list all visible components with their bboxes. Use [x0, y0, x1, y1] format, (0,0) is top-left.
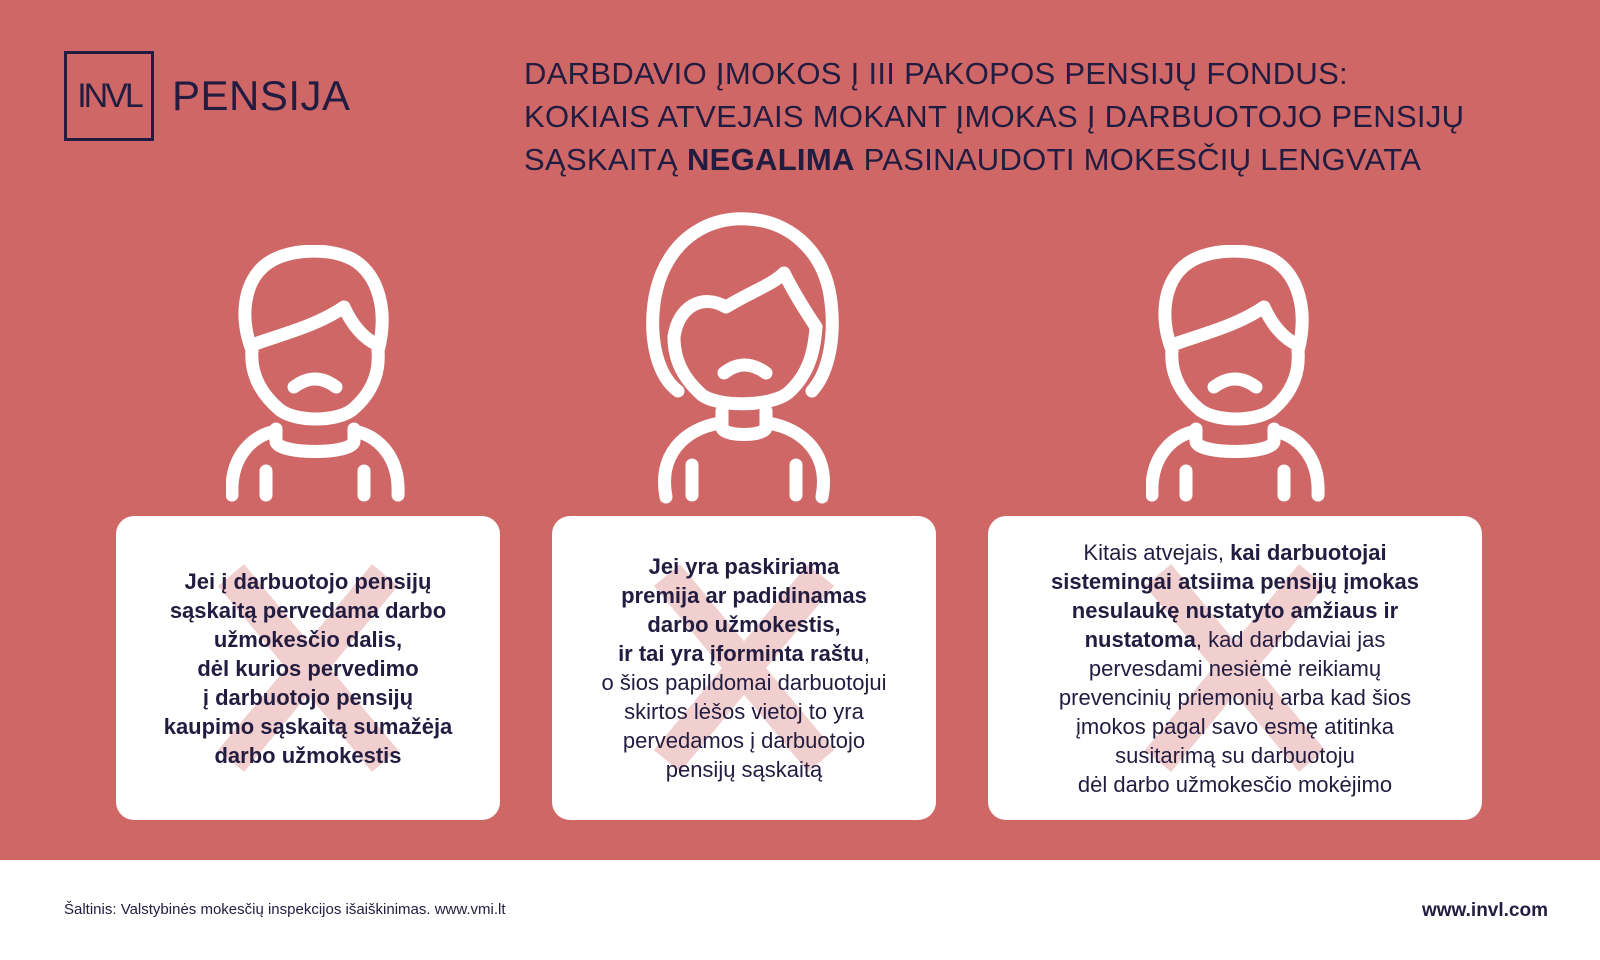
logo-mark-text: INVL [77, 76, 141, 115]
card-line: įmokos pagal savo esmę atitinka [1076, 713, 1394, 739]
title-emphasis: NEGALIMA [686, 142, 855, 177]
card-line-tail: , kad darbdaviai jas [1195, 626, 1386, 652]
card-line: Jei į darbuotojo pensijų [184, 568, 432, 594]
case-card-1-text [148, 567, 469, 770]
case-card-2-text [586, 552, 903, 784]
card-line: ir tai yra įforminta raštu [618, 641, 864, 666]
title-line-3 [524, 138, 1564, 181]
page-title [524, 52, 1564, 181]
card-line: darbo užmokestis, [647, 612, 841, 637]
case-card-2 [552, 516, 936, 820]
card-line: susitarimą su darbuotoju [1115, 742, 1355, 768]
card-line: pervedamos į darbuotojo [622, 728, 866, 753]
card-line: kai darbuotojai [1230, 539, 1387, 565]
card-line: premija ar padidinamas [621, 583, 867, 608]
case-card-1 [116, 516, 500, 820]
website-link[interactable]: www.invl.com [1422, 900, 1548, 921]
card-line: dėl darbo užmokesčio mokėjimo [1077, 771, 1393, 797]
title-line-2: KOKIAIS ATVEJAIS MOKANT ĮMOKAS Į DARBUOTOJO PENSIJŲ [524, 99, 1465, 134]
card-line: į darbuotojo pensijų [202, 684, 414, 710]
title-line-3-pre: SĄSKAITĄ [524, 142, 687, 177]
invl-logo-mark [64, 51, 154, 141]
invl-pensija-logo [64, 51, 351, 141]
woman-icon [644, 211, 844, 511]
man-icon [226, 245, 406, 515]
card-line: pensijų sąskaitą [665, 757, 823, 782]
card-line: pervesdami nesiėmė reikiamų [1088, 655, 1382, 681]
card-line: nustatoma [1084, 626, 1196, 652]
logo-text: PENSIJA [172, 72, 351, 119]
card-line-lead: Kitais atvejais, [1083, 539, 1231, 565]
card-line: skirtos lėšos vietoj to yra [624, 699, 864, 724]
card-line: užmokesčio dalis, [213, 626, 403, 652]
case-card-3-text [1035, 538, 1435, 799]
card-line: o šios papildomai darbuotojui [601, 670, 887, 695]
man-icon [1146, 245, 1326, 515]
title-line-3-post: PASINAUDOTI MOKESČIŲ LENGVATA [854, 142, 1422, 177]
title-line-1: DARBDAVIO ĮMOKOS Į III PAKOPOS PENSIJŲ FONDUS: [524, 56, 1348, 91]
card-line: prevencinių priemonių arba kad šios [1058, 684, 1412, 710]
card-line: dėl kurios pervedimo [197, 655, 419, 681]
card-line: nesulaukę nustatyto amžiaus ir [1071, 597, 1399, 623]
card-line: Jei yra paskiriama [648, 554, 840, 579]
card-line: darbo užmokestis [214, 742, 402, 768]
card-line-suffix: , [863, 641, 870, 666]
card-line: sąskaitą pervedama darbo [169, 597, 447, 623]
source-note: Šaltinis: Valstybinės mokesčių inspekcijos išaiškinimas. www.vmi.lt [64, 901, 506, 918]
card-line: sistemingai atsiima pensijų įmokas [1050, 568, 1420, 594]
case-card-3 [988, 516, 1482, 820]
card-line: kaupimo sąskaitą sumažėja [163, 713, 453, 739]
